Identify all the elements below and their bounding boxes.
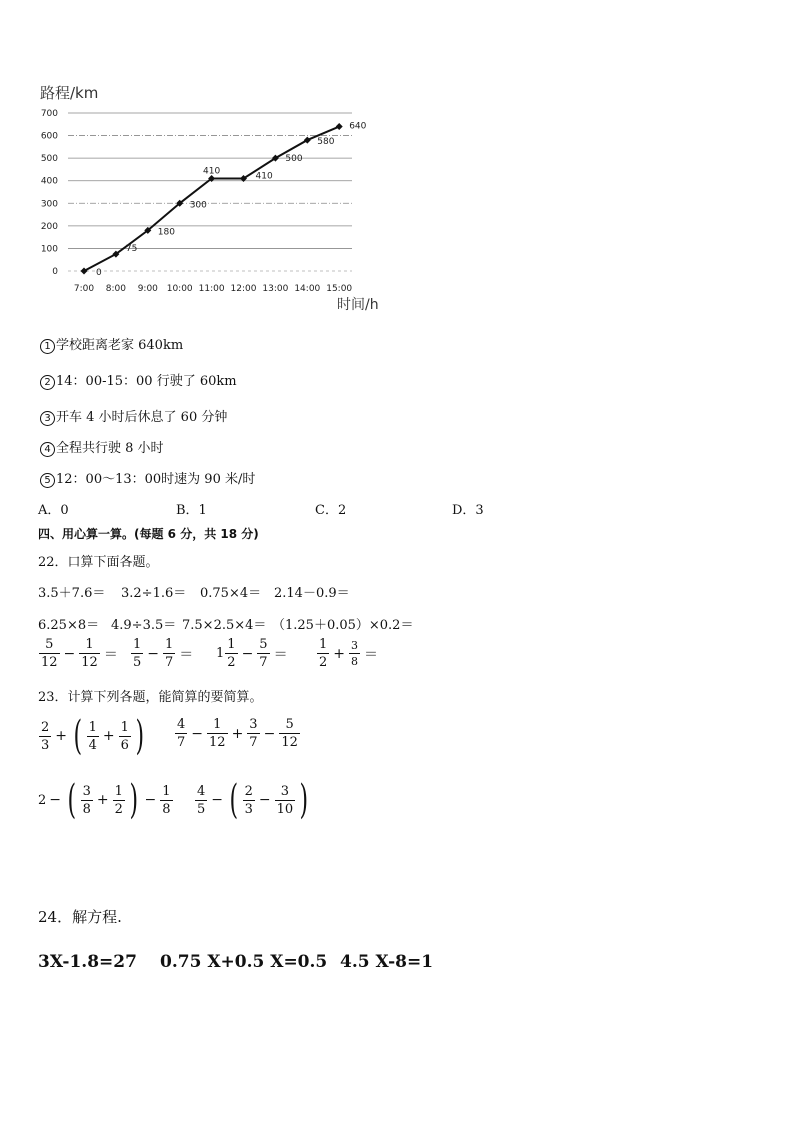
numerator: 3 bbox=[280, 783, 290, 799]
left-paren: ( bbox=[73, 713, 83, 759]
x-tick-label: 8:00 bbox=[105, 284, 127, 294]
fraction bbox=[247, 718, 259, 749]
numerator: 1 bbox=[114, 783, 123, 799]
option-c[interactable]: C．2 bbox=[315, 503, 347, 518]
fraction bbox=[175, 718, 187, 749]
question-22-title: 22．口算下面各题。 bbox=[38, 555, 159, 570]
fraction bbox=[279, 718, 300, 749]
denominator: 12 bbox=[81, 655, 98, 670]
fraction bbox=[207, 718, 228, 749]
x-tick-label: 15:00 bbox=[326, 284, 353, 294]
operator: + bbox=[333, 645, 346, 662]
y-tick-label: 300 bbox=[40, 199, 58, 210]
q22-r1-e3: 0.75×4＝ bbox=[200, 586, 262, 601]
denominator: 4 bbox=[88, 737, 97, 753]
data-label: 640 bbox=[349, 121, 367, 132]
q22-r1-e2: 3.2÷1.6＝ bbox=[121, 586, 187, 601]
equation-3: 4.5 X-8=1 bbox=[340, 952, 434, 972]
whole-number: 1 bbox=[216, 646, 225, 661]
denominator: 8 bbox=[351, 655, 359, 668]
right-paren: ) bbox=[129, 777, 139, 823]
question-24-title: 24．解方程. bbox=[38, 908, 122, 926]
operator: − bbox=[191, 725, 204, 742]
option-d[interactable]: D．3 bbox=[452, 503, 484, 518]
q22-r2-e1: 6.25×8＝ bbox=[38, 618, 100, 633]
statement-1-text: 学校距离老家 640km bbox=[56, 338, 184, 353]
right-paren: ) bbox=[135, 713, 145, 759]
numerator: 4 bbox=[177, 717, 186, 732]
fraction bbox=[257, 638, 269, 669]
left-paren: ( bbox=[67, 777, 77, 823]
data-label: 500 bbox=[285, 154, 303, 165]
q22-r1-e1: 3.5＋7.6＝ bbox=[38, 586, 106, 601]
q23-expr-1 bbox=[38, 713, 148, 759]
y-tick-label: 200 bbox=[40, 221, 58, 232]
q22-r2-e3: 7.5×2.5×4＝ bbox=[182, 618, 267, 633]
statement-4-text: 全程共行驶 8 小时 bbox=[56, 441, 164, 456]
x-tick-label: 12:00 bbox=[230, 284, 257, 294]
chart-x-axis-label: 时间/h bbox=[337, 297, 379, 313]
numerator: 1 bbox=[120, 719, 129, 735]
numerator: 3 bbox=[249, 717, 258, 732]
q22-r1-e4: 2.14－0.9＝ bbox=[274, 586, 350, 601]
denominator: 3 bbox=[41, 737, 50, 753]
operator: − bbox=[258, 792, 271, 808]
circled-number-1: 1 bbox=[40, 339, 55, 354]
option-a[interactable]: A．0 bbox=[38, 503, 69, 518]
fraction bbox=[349, 640, 360, 667]
y-tick-label: 100 bbox=[40, 244, 58, 255]
numerator: 3 bbox=[351, 639, 359, 652]
denominator: 2 bbox=[114, 801, 123, 817]
statement-1 bbox=[40, 334, 183, 354]
equation-1: 3X-1.8=27 bbox=[38, 952, 137, 972]
denominator: 12 bbox=[209, 735, 226, 750]
q23-expr-2 bbox=[174, 718, 301, 749]
y-tick-label: 700 bbox=[40, 109, 58, 119]
q22-r2-e2: 4.9÷3.5＝ bbox=[111, 618, 177, 633]
denominator: 7 bbox=[165, 655, 174, 670]
operator: − bbox=[147, 645, 160, 662]
equals: ＝ bbox=[273, 646, 288, 663]
fraction bbox=[79, 638, 100, 669]
denominator: 7 bbox=[177, 735, 186, 750]
fraction bbox=[195, 785, 207, 816]
operator: − bbox=[241, 645, 254, 662]
option-b[interactable]: B．1 bbox=[176, 503, 207, 518]
x-tick-label: 9:00 bbox=[137, 284, 158, 294]
denominator: 12 bbox=[281, 735, 298, 750]
operator: − bbox=[63, 645, 76, 662]
question-23-title: 23．计算下列各题，能简算的要简算。 bbox=[38, 690, 263, 705]
data-point bbox=[81, 268, 88, 275]
equals: ＝ bbox=[179, 646, 194, 663]
fraction bbox=[81, 785, 93, 816]
denominator: 7 bbox=[249, 735, 258, 750]
operator: − bbox=[263, 725, 276, 742]
numerator: 1 bbox=[165, 637, 174, 652]
circled-number-5: 5 bbox=[40, 473, 55, 488]
numerator: 1 bbox=[227, 637, 236, 652]
equals: ＝ bbox=[103, 646, 118, 663]
denominator: 8 bbox=[162, 801, 171, 817]
operator: − bbox=[49, 792, 62, 808]
y-tick-label: 400 bbox=[40, 176, 58, 187]
operator: + bbox=[55, 728, 68, 744]
circled-number-2: 2 bbox=[40, 375, 55, 390]
data-label: 410 bbox=[203, 166, 221, 177]
denominator: 10 bbox=[276, 801, 294, 817]
fraction bbox=[163, 638, 175, 669]
data-label: 0 bbox=[96, 268, 102, 278]
statement-2 bbox=[40, 370, 237, 390]
fraction bbox=[113, 785, 125, 816]
series-line bbox=[84, 127, 339, 271]
operator: + bbox=[96, 792, 109, 808]
numerator: 1 bbox=[162, 783, 171, 799]
fraction bbox=[275, 785, 296, 816]
x-tick-label: 14:00 bbox=[294, 284, 321, 294]
x-tick-label: 7:00 bbox=[73, 284, 95, 294]
numerator: 5 bbox=[45, 637, 54, 652]
numerator: 5 bbox=[285, 717, 294, 732]
denominator: 5 bbox=[197, 801, 206, 817]
y-tick-label: 600 bbox=[40, 131, 58, 142]
y-tick-label: 500 bbox=[40, 154, 58, 165]
q22-r2-e4: （1.25＋0.05）×0.2＝ bbox=[272, 618, 414, 633]
right-paren: ) bbox=[299, 777, 309, 823]
distance-time-line-chart bbox=[0, 0, 400, 320]
section-4-heading: 四、用心算一算。(每题 6 分，共 18 分) bbox=[38, 527, 259, 541]
circled-number-3: 3 bbox=[40, 411, 55, 426]
fraction bbox=[243, 785, 255, 816]
numerator: 3 bbox=[82, 783, 91, 799]
denominator: 2 bbox=[319, 655, 328, 670]
operator: − bbox=[211, 792, 224, 808]
circled-number-4: 4 bbox=[40, 442, 55, 457]
q22-r3-e1 bbox=[38, 638, 121, 669]
left-paren: ( bbox=[229, 777, 239, 823]
fraction bbox=[317, 638, 329, 669]
numerator: 1 bbox=[319, 637, 328, 652]
denominator: 6 bbox=[120, 737, 129, 753]
numerator: 1 bbox=[85, 637, 94, 652]
x-tick-label: 13:00 bbox=[262, 284, 289, 294]
fraction bbox=[87, 721, 99, 752]
numerator: 4 bbox=[197, 783, 206, 799]
equals: ＝ bbox=[364, 646, 379, 663]
data-label: 410 bbox=[255, 171, 273, 182]
operator: + bbox=[102, 728, 115, 744]
q23-expr-3 bbox=[38, 777, 174, 823]
fraction bbox=[39, 721, 51, 752]
q22-r3-e3 bbox=[216, 638, 291, 669]
numerator: 1 bbox=[88, 719, 97, 735]
operator: + bbox=[231, 725, 244, 742]
statement-5 bbox=[40, 468, 255, 488]
numerator: 2 bbox=[41, 719, 50, 735]
chart-y-axis-label: 路程/km bbox=[40, 84, 99, 102]
x-tick-label: 11:00 bbox=[198, 284, 225, 294]
statement-4 bbox=[40, 437, 164, 457]
fraction bbox=[39, 638, 60, 669]
statement-3 bbox=[40, 406, 227, 426]
data-label: 300 bbox=[189, 200, 207, 211]
q22-r3-e2 bbox=[130, 638, 196, 669]
fraction bbox=[131, 638, 143, 669]
numerator: 1 bbox=[133, 637, 142, 652]
q23-expr-4 bbox=[194, 777, 312, 823]
denominator: 7 bbox=[259, 655, 268, 670]
denominator: 8 bbox=[82, 801, 91, 817]
operator: − bbox=[144, 792, 157, 808]
numerator: 5 bbox=[259, 637, 268, 652]
fraction bbox=[160, 785, 172, 816]
equation-2: 0.75 X+0.5 X=0.5 bbox=[160, 952, 328, 972]
statement-2-text: 14：00-15：00 行驶了 60km bbox=[56, 374, 237, 389]
whole-number: 2 bbox=[38, 792, 47, 808]
statement-5-text: 12：00～13：00时速为 90 米/时 bbox=[56, 472, 256, 487]
numerator: 1 bbox=[213, 717, 222, 732]
data-label: 580 bbox=[317, 137, 335, 148]
data-label: 180 bbox=[157, 227, 175, 238]
denominator: 12 bbox=[41, 655, 58, 670]
denominator: 2 bbox=[227, 655, 236, 670]
data-label: 75 bbox=[125, 244, 138, 255]
numerator: 2 bbox=[244, 783, 253, 799]
y-tick-label: 0 bbox=[52, 267, 58, 277]
denominator: 3 bbox=[244, 801, 253, 817]
x-tick-label: 10:00 bbox=[166, 284, 193, 294]
q22-r3-e4 bbox=[316, 638, 381, 669]
denominator: 5 bbox=[133, 655, 142, 670]
statement-3-text: 开车 4 小时后休息了 60 分钟 bbox=[56, 410, 228, 425]
fraction bbox=[119, 721, 131, 752]
fraction bbox=[225, 638, 237, 669]
data-point bbox=[336, 123, 343, 130]
